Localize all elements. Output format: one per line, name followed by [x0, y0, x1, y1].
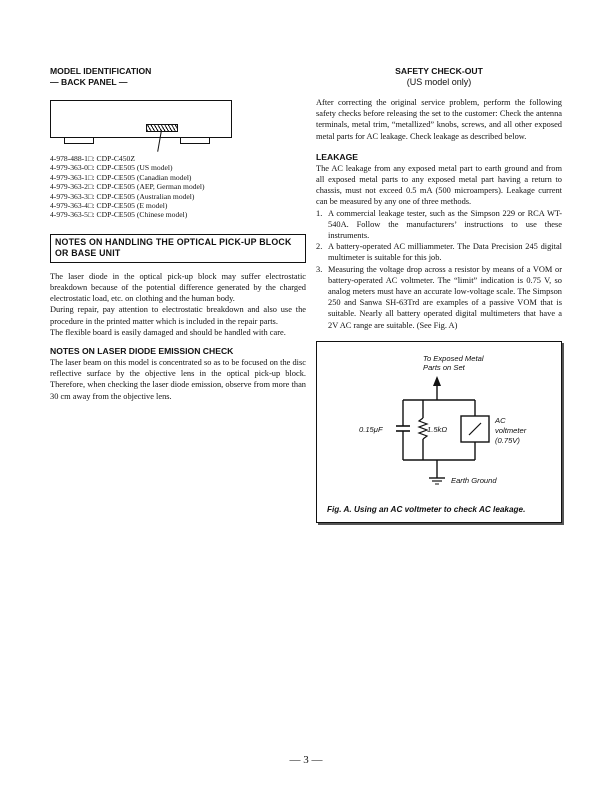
- label-exposed-metal: To Exposed Metal: [423, 353, 484, 363]
- label-earth-ground: Earth Ground: [451, 475, 497, 485]
- label-parts-on-set: Parts on Set: [423, 362, 465, 372]
- arrow-up-icon: [433, 376, 441, 386]
- back-panel-outline: [50, 100, 232, 138]
- model-item: 4-979-363-4□: CDP-CE505 (E model): [50, 201, 168, 211]
- model-item: 4-979-363-1□: CDP-CE505 (Canadian model): [50, 172, 192, 182]
- label-area-hatch: [146, 124, 178, 132]
- label-meter-voltmeter: voltmeter: [495, 425, 527, 435]
- optical-pickup-paragraph: The laser diode in the optical pick-up block may suffer electrostatic breakdown because of the potential difference generated by the charged electrostatic load, etc. on clothing and the human body.: [50, 271, 306, 304]
- optical-pickup-title: NOTES ON HANDLING THE OPTICAL PICK-UP BLOCK OR BASE UNIT: [55, 236, 292, 258]
- left-column: [50, 66, 306, 402]
- optical-pickup-paragraph: During repair, pay attention to electrostatic breakdown and also use the procedure in the printed matter which is included in the repair parts.: [50, 305, 306, 326]
- label-resistor: 1.5kΩ: [427, 424, 448, 434]
- model-item: 4-979-363-2□: CDP-CE505 (AEP, German model): [50, 182, 205, 192]
- leakage-paragraph: The AC leakage from any exposed metal part to earth ground and from all exposed metal parts to any exposed metal part having a return to chassis, must not exceed 0.5 mA (500 microampers). Leakage current can be measured by any one of three methods.: [316, 163, 562, 207]
- model-item: 4-979-363-0□: CDP-CE505 (US model): [50, 163, 173, 173]
- label-capacitor: 0.15μF: [359, 424, 383, 434]
- safety-subtitle: (US model only): [406, 77, 472, 87]
- laser-emission-paragraph: The laser beam on this model is concentrated so as to be focused on the disc reflective surface by the objective lens in the optical pick-up block. Therefore, when checking the laser diode emission, observe from more than 30 cm away from the objective lens.: [50, 358, 306, 401]
- list-item: 3. Measuring the voltage drop across a resistor by means of a VOM or battery-operated AC voltmeter. The “limit” indication is 0.75 V, so analog meters must have an accurate low-voltage scale. The Simpson 250 and Sanwa SH-63Trd are examples of a passive VOM that is suitable. Nearly all battery operated digital multimeters that have a 2V AC range are suitable. (See Fig. A): [316, 264, 562, 330]
- model-item: 4-978-488-1□: CDP-C450Z: [50, 154, 135, 163]
- label-meter-range: (0.75V): [495, 435, 520, 445]
- figure-a: [316, 341, 562, 523]
- optical-pickup-heading-box: [50, 234, 306, 263]
- leakage-title: LEAKAGE: [316, 151, 359, 162]
- resistor-zigzag: [419, 418, 427, 439]
- optical-pickup-paragraph: The flexible board is easily damaged and should be handled with care.: [50, 327, 286, 337]
- figure-caption: Fig. A. Using an AC voltmeter to check AC leakage.: [327, 504, 526, 514]
- list-item: 1. A commercial leakage tester, such as the Simpson 229 or RCA WT-540A. Follow the manufacturers’ instructions to use these instruments.: [316, 208, 562, 241]
- model-identification-title: MODEL IDENTIFICATION: [50, 66, 152, 76]
- right-column: [316, 66, 562, 523]
- list-item: 2. A battery-operated AC milliammeter. The Data Precision 245 digital multimeter is suitable for this job.: [316, 242, 562, 263]
- page-number: — 3 —: [289, 754, 323, 766]
- panel-foot-right: [180, 137, 210, 144]
- panel-foot-left: [64, 137, 94, 144]
- laser-emission-title: NOTES ON LASER DIODE EMISSION CHECK: [50, 346, 234, 357]
- label-meter-ac: AC: [495, 415, 506, 425]
- safety-paragraph: After correcting the original service problem, perform the following safety checks before releasing the set to the customer: Check the antenna terminals, metal trim, “metallized” knobs, screws, and all other exposed metal parts for AC leakage. Check leakage as described below.: [316, 98, 562, 141]
- model-list: [50, 154, 306, 220]
- leakage-methods-list: [316, 208, 562, 331]
- model-item: 4-979-363-3□: CDP-CE505 (Australian model): [50, 191, 195, 201]
- back-panel-subtitle: — BACK PANEL —: [50, 77, 128, 87]
- safety-title: SAFETY CHECK-OUT: [395, 66, 483, 76]
- back-panel-diagram: [50, 94, 232, 154]
- model-item: 4-979-363-5□: CDP-CE505 (Chinese model): [50, 210, 188, 220]
